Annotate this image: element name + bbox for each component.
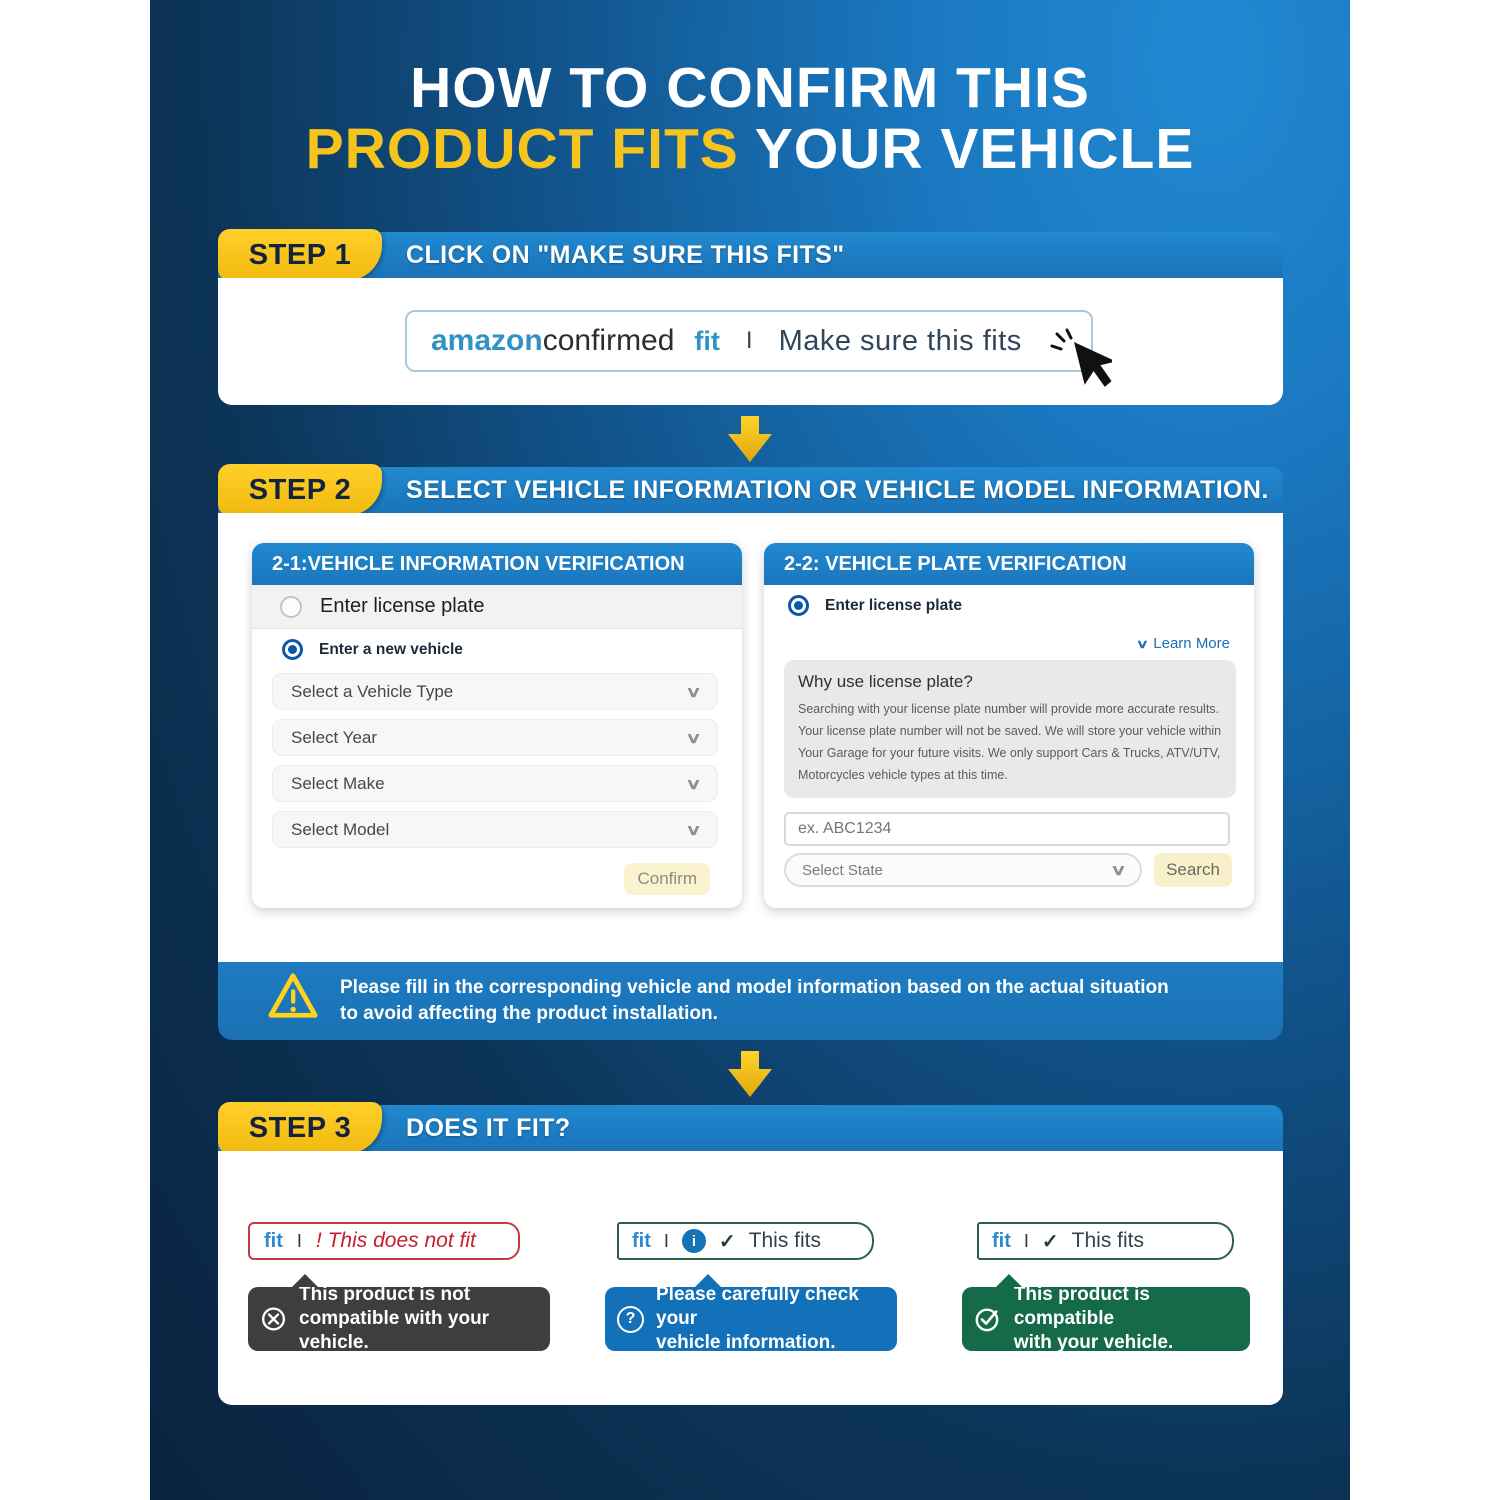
- warning-banner: [218, 962, 1283, 1040]
- chevron-down-icon: ∨: [1136, 636, 1150, 651]
- tooltip-line-1: Please carefully check your: [656, 1284, 859, 1329]
- fit-logo-text: fit: [264, 1229, 283, 1252]
- info-box-body: Searching with your license plate number will provide more accurate results. Your license plate number will not be saved. We will store your vehicle within Your Garage for your future visits. We only support Cars & Trucks, ATV/UTV, Motorcycles vehicle types at this time.: [798, 702, 1222, 782]
- down-arrow-icon: [728, 416, 772, 462]
- warning-line-2: to avoid affecting the product installation.: [340, 1003, 718, 1024]
- radio-on-icon[interactable]: [282, 639, 303, 660]
- warning-text: [340, 975, 1169, 1027]
- separator-bar: I: [296, 1230, 302, 1251]
- down-arrow-icon: [728, 1051, 772, 1097]
- info-box-title: Why use license plate?: [798, 672, 973, 691]
- tooltip-pointer: [695, 1274, 721, 1287]
- model-select[interactable]: [272, 811, 718, 848]
- tooltip-text: [1014, 1283, 1238, 1355]
- chevron-down-icon: ∨: [685, 729, 702, 747]
- radio-on-icon[interactable]: [788, 595, 809, 616]
- cursor-click-icon: [1048, 326, 1112, 402]
- plate-number-input[interactable]: [784, 812, 1230, 846]
- state-select[interactable]: [784, 853, 1142, 887]
- state-select-label: Select State: [802, 861, 883, 879]
- warning-triangle-icon: [268, 972, 318, 1020]
- tooltip-compatible: [962, 1284, 1250, 1353]
- search-button[interactable]: Search: [1154, 853, 1232, 887]
- title-highlight: PRODUCT FITS: [305, 117, 739, 181]
- radio-off-icon[interactable]: [280, 596, 302, 618]
- vehicle-information-card: [252, 543, 742, 908]
- fits-status-text: This fits: [748, 1229, 822, 1252]
- tooltip-text: [299, 1283, 538, 1355]
- check-circle-icon: [974, 1304, 1002, 1334]
- tooltip-line-2: compatible with your vehicle.: [299, 1308, 490, 1353]
- license-plate-option-row[interactable]: [252, 585, 742, 629]
- year-select-label: Select Year: [291, 727, 378, 747]
- question-circle-icon: ?: [617, 1306, 644, 1333]
- year-select[interactable]: [272, 719, 718, 756]
- fit-status-not-fit: [248, 1222, 520, 1260]
- fit-status-fits: [977, 1222, 1234, 1260]
- vehicle-type-select[interactable]: [272, 673, 718, 710]
- fits-status-text: This fits: [1071, 1229, 1145, 1252]
- title-line-1: HOW TO CONFIRM THIS: [410, 56, 1090, 120]
- separator-bar: I: [1023, 1230, 1029, 1251]
- plate-option-row[interactable]: [788, 595, 962, 616]
- tooltip-pointer: [996, 1274, 1022, 1287]
- separator-bar: I: [663, 1230, 669, 1251]
- title-rest: YOUR VEHICLE: [754, 117, 1195, 181]
- fit-logo-text: fit: [632, 1229, 651, 1252]
- confirm-button[interactable]: Confirm: [624, 863, 710, 895]
- vehicle-plate-card: [764, 543, 1254, 908]
- fit-logo-text: fit: [694, 325, 720, 356]
- page-title: [150, 58, 1350, 180]
- make-sure-this-fits-link[interactable]: Make sure this fits: [778, 324, 1022, 357]
- step3-badge: STEP 3: [218, 1102, 382, 1154]
- vehicle-plate-card-header: 2-2: VEHICLE PLATE VERIFICATION: [764, 543, 1254, 585]
- tooltip-check-info: [605, 1284, 897, 1353]
- tooltip-line-2: vehicle information.: [656, 1332, 836, 1353]
- warning-line-1: Please fill in the corresponding vehicle and model information based on the actual situation: [340, 977, 1169, 998]
- separator-bar: I: [745, 327, 753, 354]
- check-icon: ✓: [1041, 1230, 1059, 1253]
- learn-more-link[interactable]: [1138, 635, 1230, 652]
- step2-badge: STEP 2: [218, 464, 382, 516]
- fit-status-check: [617, 1222, 874, 1260]
- step2-heading: SELECT VEHICLE INFORMATION OR VEHICLE MODEL INFORMATION.: [406, 476, 1269, 504]
- vehicle-type-select-label: Select a Vehicle Type: [291, 681, 454, 701]
- step3-heading: DOES IT FIT?: [406, 1114, 571, 1142]
- chevron-down-icon: ∨: [685, 683, 702, 701]
- info-icon: i: [682, 1229, 706, 1253]
- chevron-down-icon: ∨: [685, 821, 702, 839]
- confirmed-text: confirmed: [542, 324, 675, 357]
- step1-heading: CLICK ON "MAKE SURE THIS FITS": [406, 241, 845, 269]
- not-fit-status-text: ! This does not fit: [315, 1229, 476, 1252]
- license-plate-option-label: Enter license plate: [320, 595, 485, 617]
- chevron-down-icon: ∨: [685, 775, 702, 793]
- chevron-down-icon: ∨: [1110, 862, 1127, 879]
- amazon-confirmed-fit-widget[interactable]: [405, 310, 1093, 372]
- amazon-logo-text: amazon: [431, 324, 543, 357]
- tooltip-line-1: This product is not: [299, 1284, 471, 1305]
- vehicle-information-card-header: 2-1:VEHICLE INFORMATION VERIFICATION: [252, 543, 742, 585]
- tooltip-not-compatible: [248, 1284, 550, 1353]
- tooltip-line-1: This product is compatible: [1013, 1284, 1150, 1329]
- tooltip-pointer: [292, 1274, 318, 1287]
- title-line-2: [150, 119, 1350, 180]
- plate-option-label: Enter license plate: [825, 596, 962, 614]
- model-select-label: Select Model: [291, 819, 390, 839]
- tooltip-line-2: with your vehicle.: [1013, 1332, 1174, 1353]
- make-select-label: Select Make: [291, 773, 385, 793]
- learn-more-label: Learn More: [1153, 635, 1230, 652]
- fit-logo-text: fit: [992, 1229, 1011, 1252]
- license-plate-info-box: [784, 660, 1236, 798]
- new-vehicle-option-row[interactable]: [282, 639, 463, 660]
- make-select[interactable]: [272, 765, 718, 802]
- tooltip-text: [656, 1283, 885, 1355]
- check-icon: ✓: [718, 1230, 736, 1253]
- new-vehicle-option-label: Enter a new vehicle: [319, 640, 463, 658]
- step3-panel: [218, 1151, 1283, 1405]
- step1-badge: STEP 1: [218, 229, 382, 281]
- cross-circle-icon: [260, 1304, 287, 1334]
